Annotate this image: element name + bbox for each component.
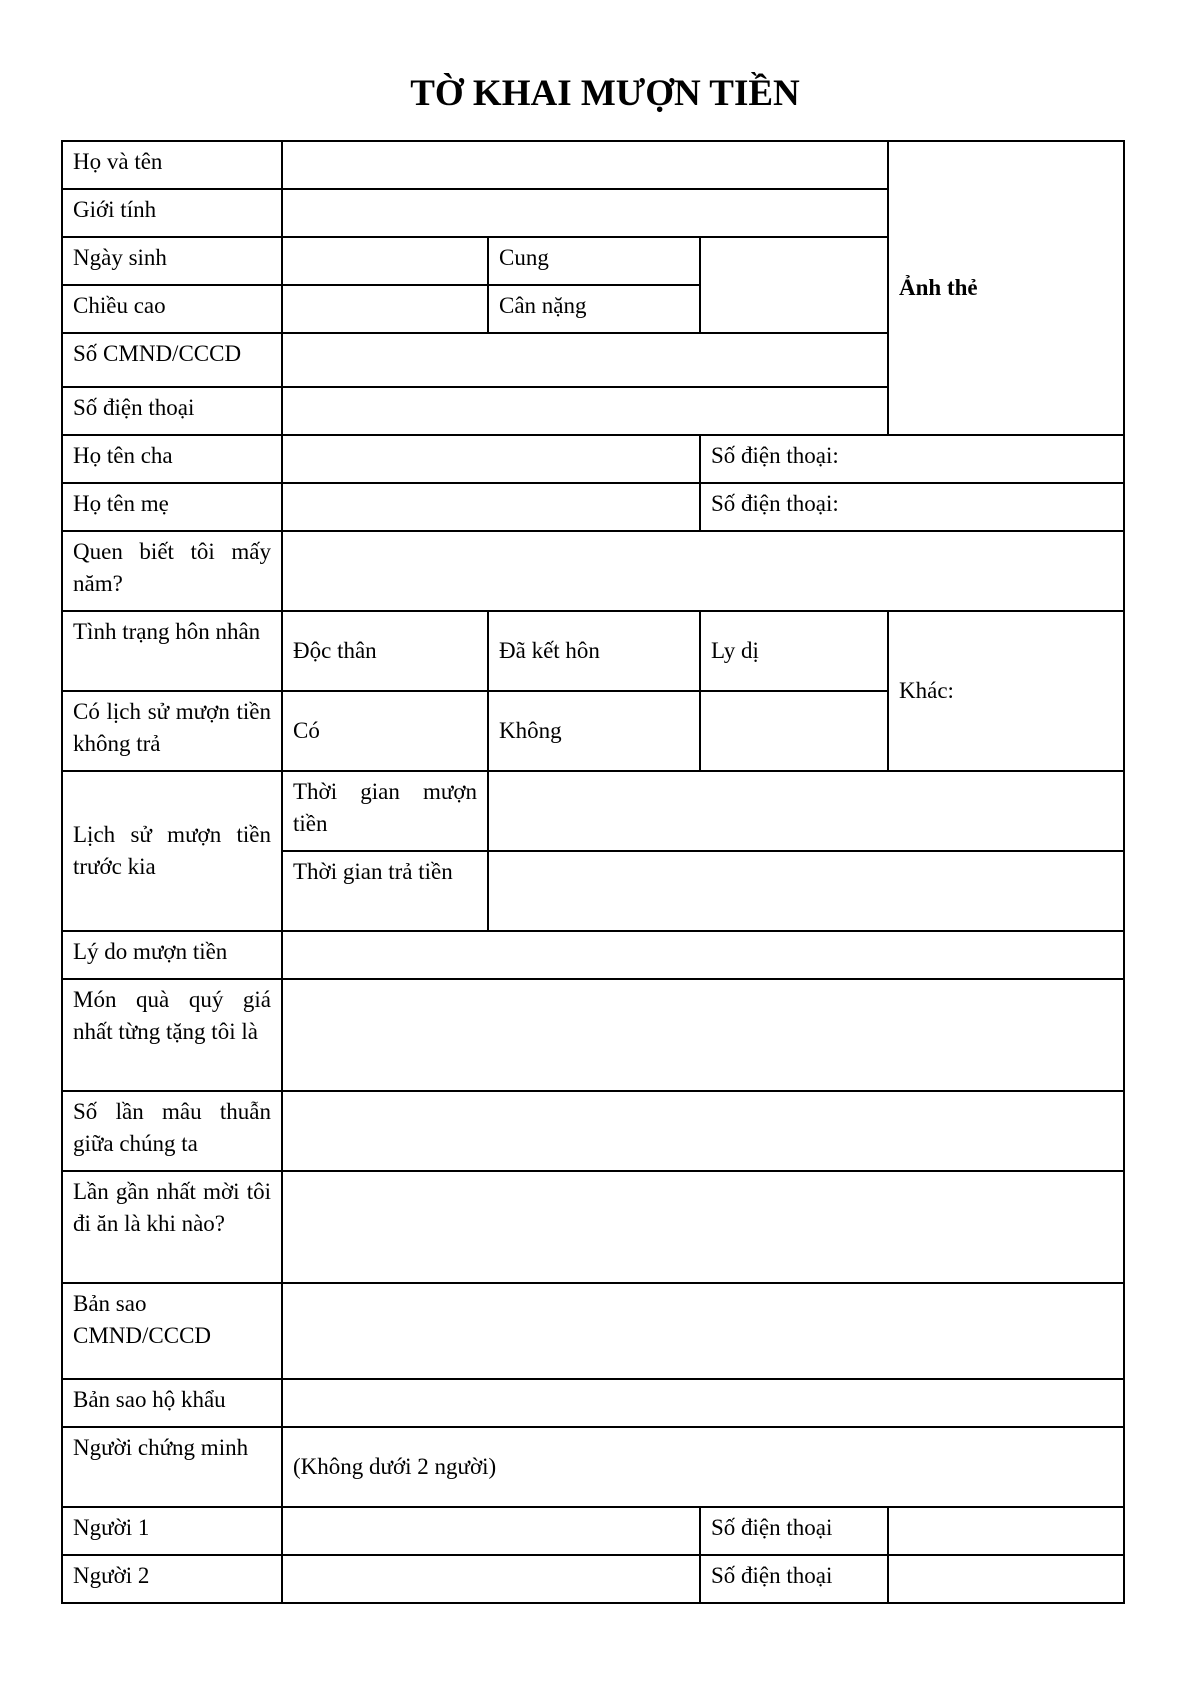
- input-quen-biet[interactable]: [282, 531, 1124, 611]
- input-chieu-cao[interactable]: [282, 285, 488, 333]
- input-ho-ten-me[interactable]: [282, 483, 700, 531]
- label-gioi-tinh: Giới tính: [62, 189, 282, 237]
- option-doc-than[interactable]: Độc thân: [282, 611, 488, 691]
- label-lich-su-khong-tra: Có lịch sử mượn tiền không trả: [62, 691, 282, 771]
- input-gioi-tinh[interactable]: [282, 189, 888, 237]
- label-ban-sao-cmnd: [62, 1283, 282, 1379]
- label-sdt-nguoi-1: Số điện thoại: [700, 1507, 888, 1555]
- input-so-cmnd[interactable]: [282, 333, 888, 387]
- label-thoi-gian-muon: Thời gian mượn tiền: [282, 771, 488, 851]
- label-so-dien-thoai: Số điện thoại: [62, 387, 282, 435]
- form-title: TỜ KHAI MƯỢN TIỀN: [410, 73, 800, 114]
- note-khong-duoi-2: (Không dưới 2 người): [282, 1427, 1124, 1507]
- input-ban-sao-ho-khau[interactable]: [282, 1379, 1124, 1427]
- label-mon-qua: Món quà quý giá nhất từng tặng tôi là: [62, 979, 282, 1091]
- input-mon-qua[interactable]: [282, 979, 1124, 1091]
- label-ban-sao-ho-khau: Bản sao hộ khẩu: [62, 1379, 282, 1427]
- label-nguoi-2: Người 2: [62, 1555, 282, 1603]
- label-ho-ten-cha: Họ tên cha: [62, 435, 282, 483]
- label-cung: Cung: [488, 237, 700, 285]
- label-chieu-cao: Chiều cao: [62, 285, 282, 333]
- label-lan-gan-nhat: Lần gần nhất mời tôi đi ăn là khi nào?: [62, 1171, 282, 1283]
- label-anh-the: Ảnh thẻ: [899, 275, 978, 300]
- input-nguoi-2[interactable]: [282, 1555, 700, 1603]
- photo-box[interactable]: [888, 141, 1124, 435]
- label-ngay-sinh: Ngày sinh: [62, 237, 282, 285]
- option-ly-di[interactable]: Ly dị: [700, 611, 888, 691]
- option-khong[interactable]: Không: [488, 691, 700, 771]
- label-nguoi-1: Người 1: [62, 1507, 282, 1555]
- label-quen-biet: Quen biết tôi mấy năm?: [62, 531, 282, 611]
- label-ban-sao-cmnd-line1: Bản sao: [73, 1291, 147, 1316]
- input-ly-do[interactable]: [282, 931, 1124, 979]
- label-ly-do: Lý do mượn tiền: [62, 931, 282, 979]
- label-so-lan-mau-thuan: Số lần mâu thuẫn giữa chúng ta: [62, 1091, 282, 1171]
- option-co[interactable]: Có: [282, 691, 488, 771]
- input-ngay-sinh[interactable]: [282, 237, 488, 285]
- label-nguoi-chung-minh: Người chứng minh: [62, 1427, 282, 1507]
- option-khac[interactable]: Khác:: [888, 611, 1124, 771]
- label-ho-va-ten: Họ và tên: [62, 141, 282, 189]
- input-thoi-gian-tra[interactable]: [488, 851, 1124, 931]
- input-ban-sao-cmnd[interactable]: [282, 1283, 1124, 1379]
- label-can-nang: Cân nặng: [488, 285, 700, 333]
- input-so-lan-mau-thuan[interactable]: [282, 1091, 1124, 1171]
- input-ho-ten-cha[interactable]: [282, 435, 700, 483]
- input-sdt-nguoi-2[interactable]: [888, 1555, 1124, 1603]
- label-ho-ten-me: Họ tên mẹ: [62, 483, 282, 531]
- label-so-cmnd: Số CMND/CCCD: [62, 333, 282, 387]
- input-ho-va-ten[interactable]: [282, 141, 888, 189]
- input-lich-su-khac[interactable]: [700, 691, 888, 771]
- label-lich-su-muon: Lịch sử mượn tiền trước kia: [62, 771, 282, 931]
- label-sdt-nguoi-2: Số điện thoại: [700, 1555, 888, 1603]
- input-lan-gan-nhat[interactable]: [282, 1171, 1124, 1283]
- option-da-ket-hon[interactable]: Đã kết hôn: [488, 611, 700, 691]
- input-so-dien-thoai[interactable]: [282, 387, 888, 435]
- loan-application-table: [61, 140, 1125, 1604]
- label-ban-sao-cmnd-line2: CMND/CCCD: [73, 1323, 212, 1348]
- label-sdt-me[interactable]: Số điện thoại:: [700, 483, 1124, 531]
- input-sdt-nguoi-1[interactable]: [888, 1507, 1124, 1555]
- input-cung-can-nang[interactable]: [700, 237, 888, 333]
- label-sdt-cha[interactable]: Số điện thoại:: [700, 435, 1124, 483]
- input-nguoi-1[interactable]: [282, 1507, 700, 1555]
- label-tinh-trang-hon-nhan: Tình trạng hôn nhân: [62, 611, 282, 691]
- input-thoi-gian-muon[interactable]: [488, 771, 1124, 851]
- label-thoi-gian-tra: Thời gian trả tiền: [282, 851, 488, 931]
